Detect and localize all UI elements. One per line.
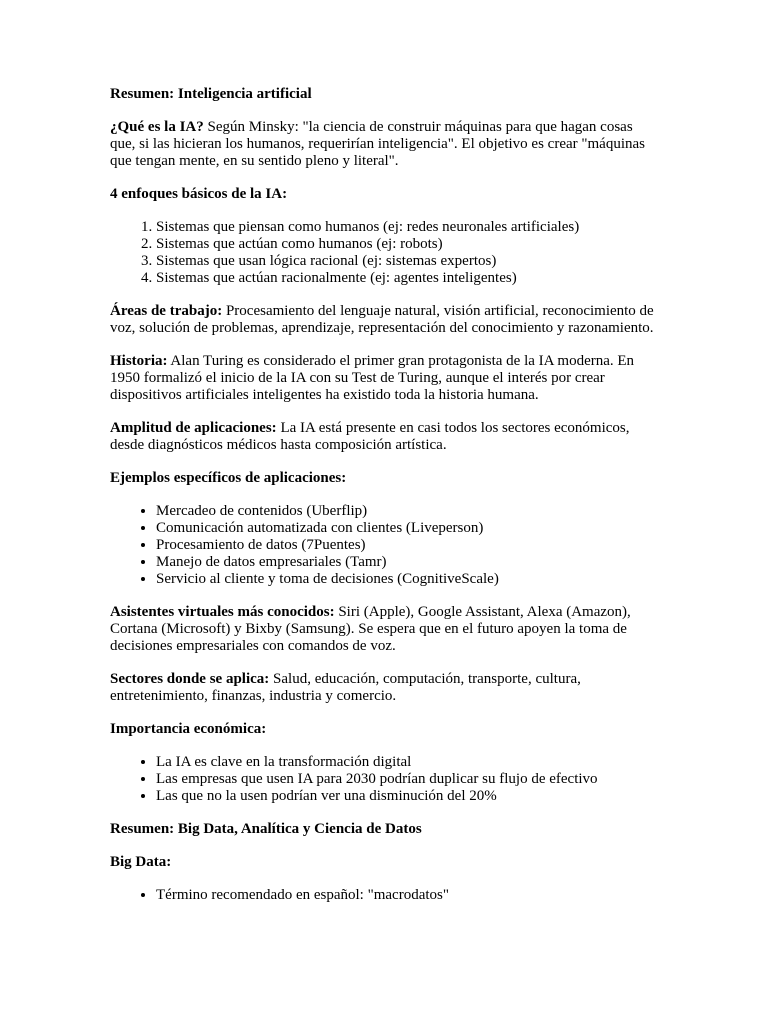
ejemplos-heading: Ejemplos específicos de aplicaciones: — [110, 470, 347, 486]
asistentes-text: Siri (Apple), Google Assistant, Alexa (Amazon), Cortana (Microsoft) y Bixby (Samsung). Se espera que en el futuro apoyen la toma de decisiones empresariales con comandos de voz. — [110, 604, 631, 654]
list-item: • Servicio al cliente y toma de decisiones (CognitiveScale) — [156, 571, 655, 588]
areas-paragraph — [110, 303, 655, 337]
list-item: • Procesamiento de datos (7Puentes) — [156, 537, 655, 554]
document-page — [110, 86, 655, 920]
big-data-heading: Big Data: — [110, 854, 172, 870]
list-item: • Mercadeo de contenidos (Uberflip) — [156, 503, 655, 520]
list-item: • Las empresas que usen IA para 2030 podrían duplicar su flujo de efectivo — [156, 771, 655, 788]
big-data-list — [110, 887, 655, 904]
enfoques-list — [110, 219, 655, 287]
asistentes-label: Asistentes virtuales más conocidos: — [110, 604, 335, 620]
list-item: 2. Sistemas que actúan como humanos (ej: robots) — [156, 236, 655, 253]
amplitud-label: Amplitud de aplicaciones: — [110, 420, 277, 436]
que-es-label: ¿Qué es la IA? — [110, 119, 204, 135]
sectores-paragraph — [110, 671, 655, 705]
historia-paragraph — [110, 353, 655, 404]
historia-text: Alan Turing es considerado el primer gran protagonista de la IA moderna. En 1950 formalizó el inicio de la IA con su Test de Turing, aunque el interés por crear dispositivos artificiales inteligentes ha existido toda la historia humana. — [110, 353, 635, 403]
importancia-list — [110, 754, 655, 805]
enfoques-heading: 4 enfoques básicos de la IA: — [110, 186, 288, 202]
list-item: 4. Sistemas que actúan racionalmente (ej: agentes inteligentes) — [156, 270, 655, 287]
second-title: Resumen: Big Data, Analítica y Ciencia de Datos — [110, 821, 422, 837]
list-item: 1. Sistemas que piensan como humanos (ej: redes neuronales artificiales) — [156, 219, 655, 236]
sectores-text: Salud, educación, computación, transporte, cultura, entretenimiento, finanzas, industria y comercio. — [110, 671, 581, 704]
que-es-paragraph — [110, 119, 655, 170]
list-item: • Las que no la usen podrían ver una disminución del 20% — [156, 788, 655, 805]
list-item: • Manejo de datos empresariales (Tamr) — [156, 554, 655, 571]
que-es-text: Según Minsky: "la ciencia de construir máquinas para que hagan cosas que, si las hicieran los humanos, requerirían inteligencia". El objetivo es crear "máquinas que tengan mente, en su sentido pleno y literal". — [110, 119, 645, 169]
historia-label: Historia: — [110, 353, 168, 369]
importancia-heading: Importancia económica: — [110, 721, 267, 737]
list-item: • La IA es clave en la transformación digital — [156, 754, 655, 771]
list-item: • Comunicación automatizada con clientes (Liveperson) — [156, 520, 655, 537]
areas-label: Áreas de trabajo: — [110, 303, 223, 319]
list-item: 3. Sistemas que usan lógica racional (ej: sistemas expertos) — [156, 253, 655, 270]
amplitud-text: La IA está presente en casi todos los sectores económicos, desde diagnósticos médicos hasta composición artística. — [110, 420, 630, 453]
document-title: Resumen: Inteligencia artificial — [110, 86, 312, 102]
list-item: • Término recomendado en español: "macrodatos" — [156, 887, 655, 904]
amplitud-paragraph — [110, 420, 655, 454]
ejemplos-list — [110, 503, 655, 588]
sectores-label: Sectores donde se aplica: — [110, 671, 270, 687]
asistentes-paragraph — [110, 604, 655, 655]
areas-text: Procesamiento del lenguaje natural, visión artificial, reconocimiento de voz, solución de problemas, aprendizaje, representación del conocimiento y razonamiento. — [110, 303, 654, 336]
